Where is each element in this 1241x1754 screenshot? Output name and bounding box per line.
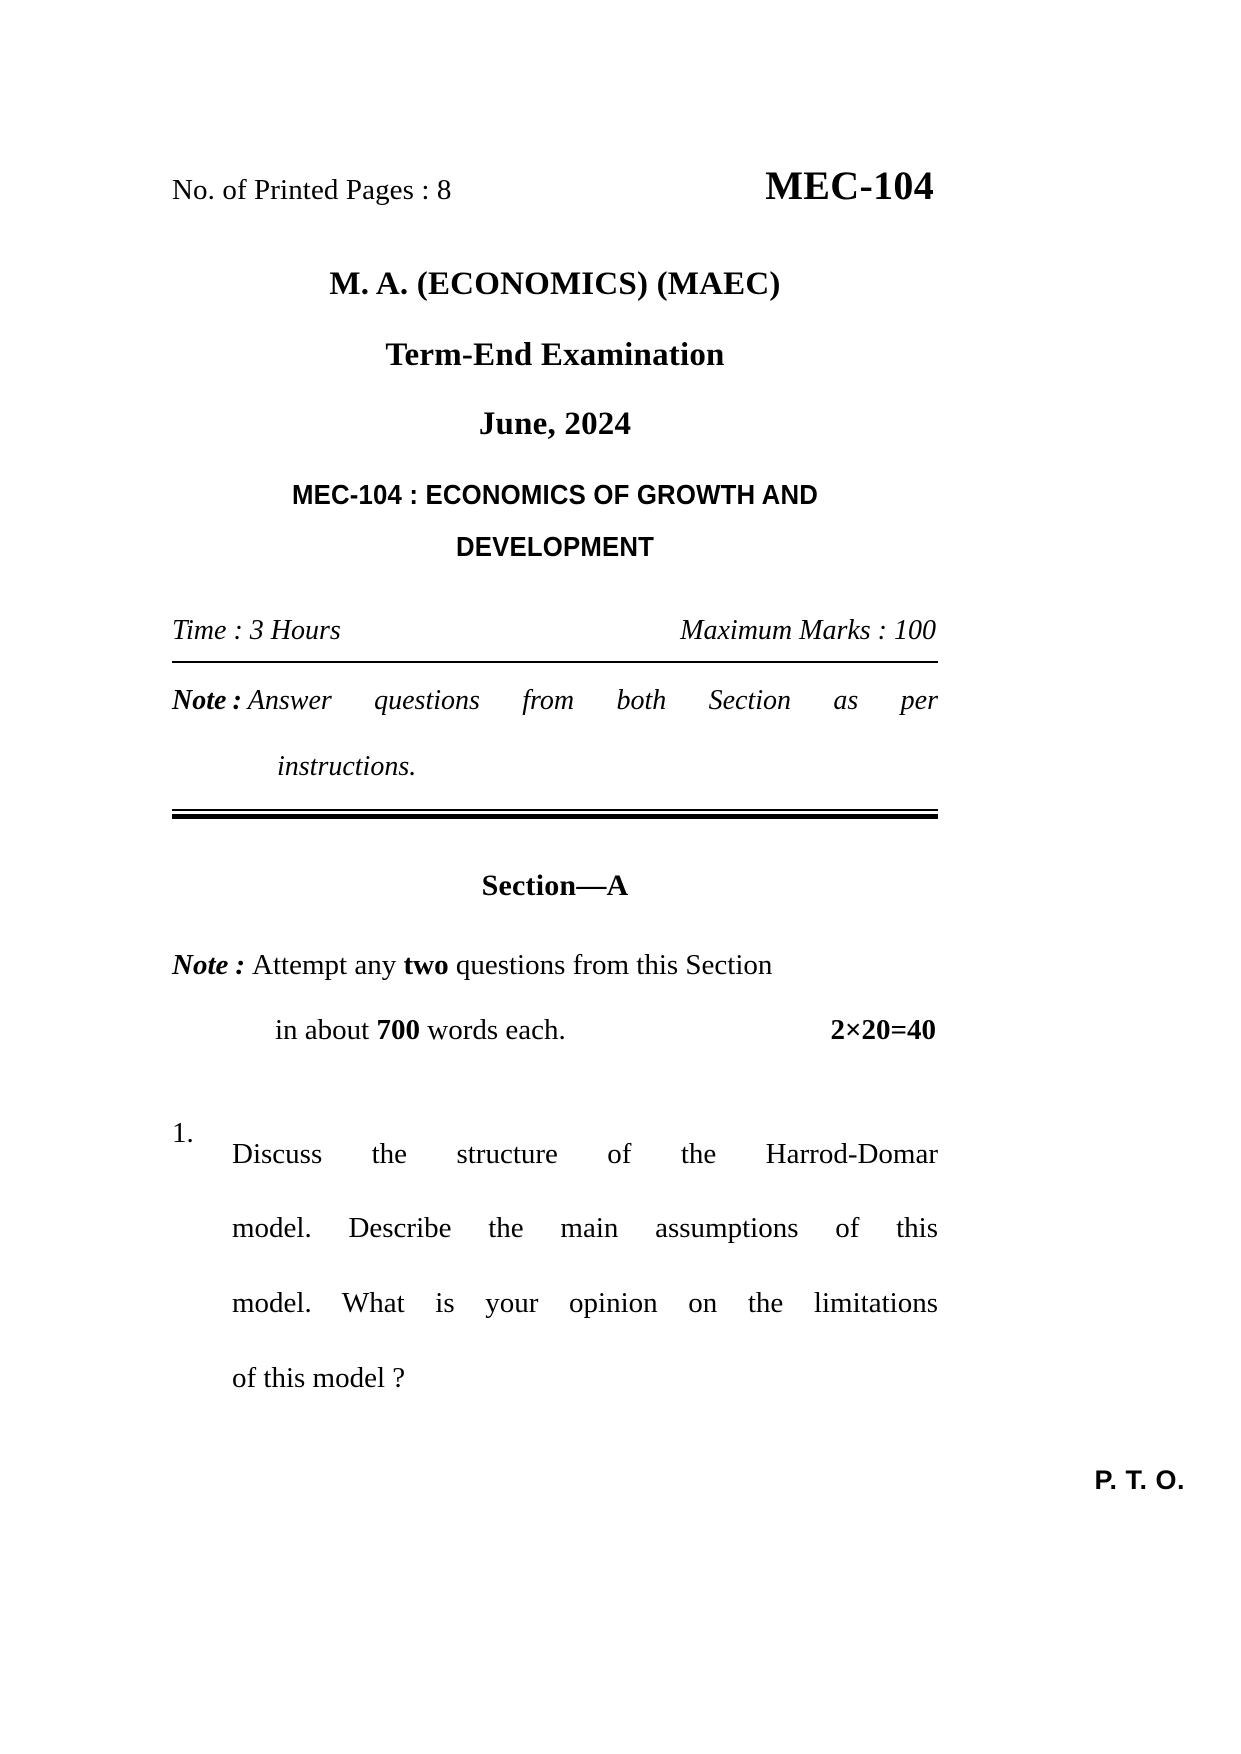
exam-duration: Time : 3 Hours	[172, 614, 341, 646]
question-text-line-1: Discuss the structure of the Harrod-Domar	[232, 1137, 938, 1170]
section-a-note-text-part2: questions from this Section	[448, 948, 773, 981]
divider-double-rule	[172, 809, 938, 819]
section-a-note-emphasis-two: two	[403, 948, 449, 981]
printed-pages-label: No. of Printed Pages : 8	[172, 174, 452, 206]
general-note-text: Answer questions from both Section as per	[247, 684, 938, 716]
question-text	[232, 1117, 938, 1416]
section-a-marks-allocation: 2×20=40	[830, 1013, 936, 1046]
examination-session: June, 2024	[478, 406, 632, 442]
section-a-note-text-part1: Attempt any	[252, 948, 404, 981]
exam-maximum-marks: Maximum Marks : 100	[680, 614, 936, 646]
general-instructions-note	[172, 685, 938, 783]
page-turn-over-label: P. T. O.	[1094, 1465, 1185, 1495]
section-a-note	[172, 949, 938, 1047]
section-a-note-emphasis-word-count: 700	[376, 1013, 420, 1046]
section-a-note-colon: :	[235, 948, 246, 981]
divider-thick-line	[172, 814, 938, 819]
section-a-note-line-2	[172, 1014, 938, 1047]
general-note-label: Note	[172, 684, 227, 716]
page-header	[172, 162, 938, 214]
divider-single-rule	[172, 661, 938, 663]
question-text-line-3: model. What is your opinion on the limitations	[232, 1287, 938, 1320]
section-a-note-words	[275, 1014, 566, 1047]
question-item	[172, 1117, 938, 1416]
section-a-note-line2-part2: words each.	[420, 1013, 566, 1046]
course-code: MEC-104	[765, 163, 934, 208]
exam-info-row	[172, 615, 938, 647]
programme-title: M. A. (ECONOMICS) (MAEC)	[329, 266, 781, 302]
page-content	[172, 0, 938, 1416]
section-a-note-line-1	[172, 949, 938, 982]
subject-title-line-2: DEVELOPMENT	[455, 530, 655, 562]
subject-title	[203, 469, 908, 573]
question-number: 1.	[172, 1116, 194, 1149]
general-note-line-1	[172, 685, 938, 717]
subject-title-line-1: MEC-104 : ECONOMICS OF GROWTH AND	[291, 479, 819, 510]
question-text-line-2: model. Describe the main assumptions of this	[232, 1212, 938, 1245]
section-a-note-label: Note	[172, 948, 229, 981]
examination-title: Term-End Examination	[385, 337, 725, 373]
section-a-note-line2-part1: in about	[275, 1013, 377, 1046]
question-text-line-4: of this model ?	[232, 1362, 406, 1395]
general-note-line-2: instructions.	[277, 750, 417, 782]
section-a-heading: Section—A	[481, 868, 629, 902]
general-note-colon: :	[232, 684, 242, 716]
section-a-note-text	[252, 949, 938, 982]
